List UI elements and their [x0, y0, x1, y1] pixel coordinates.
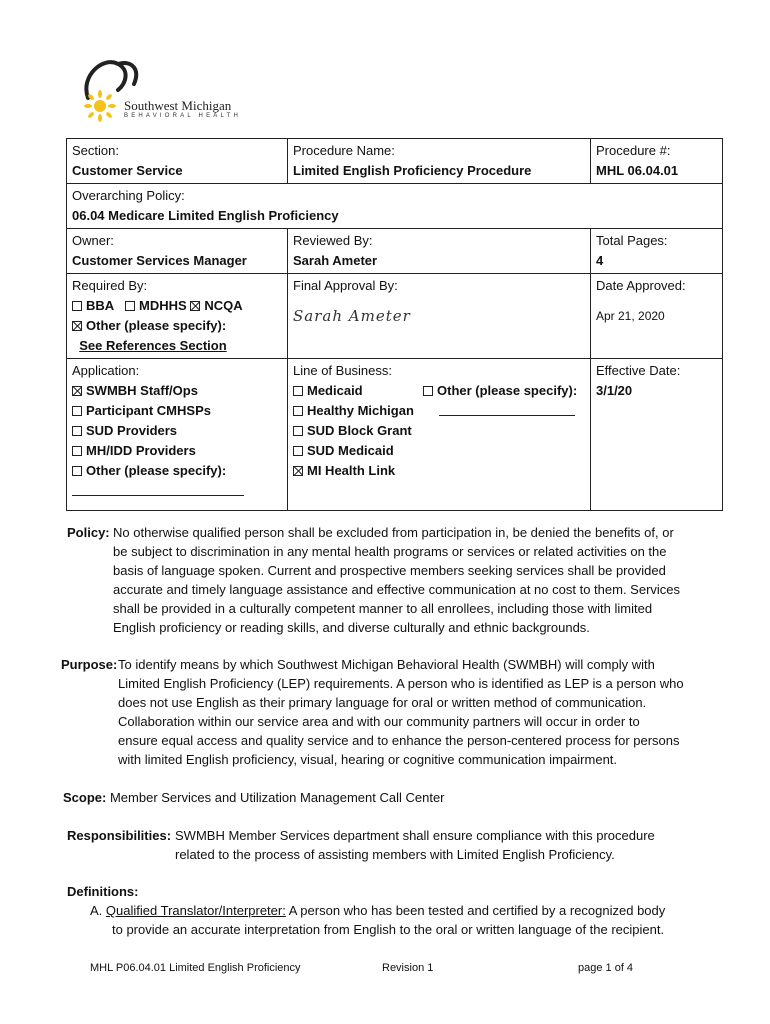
- definition-a-line2: to provide an accurate interpretation from English to the oral or written language of the recipient.: [112, 922, 665, 937]
- app-item: MH/IDD Providers: [86, 443, 196, 458]
- app-item: SWMBH Staff/Ops: [86, 383, 198, 398]
- lob-other-checkbox[interactable]: [423, 386, 433, 396]
- definition-a-letter: A.: [90, 903, 103, 918]
- app-item: SUD Providers: [86, 423, 178, 438]
- line-of-business-cell: [288, 359, 591, 511]
- procedure-number-cell: [591, 139, 723, 184]
- scope-text: Member Services and Utilization Management Call Center: [109, 790, 445, 805]
- reviewed-by-label: Reviewed By:: [293, 233, 373, 248]
- policy-text: No otherwise qualified person shall be excluded from participation in, be denied the benefits of, or be subject to discrimination in any mental health programs or services or related activities on the basis of language spoken. Current and prospective members seeking services shall be provided accurate and timely language assistance and effective communication at no cost to them. Services shall be provided in a culturally competent manner to all enrollees, including those with limited English proficiency or reading skills, and diverse culturally and ethnic backgrounds.: [113, 525, 681, 635]
- lob-item: SUD Medicaid: [307, 443, 394, 458]
- owner-label: Owner:: [72, 233, 114, 248]
- ncqa-label: NCQA: [204, 298, 243, 313]
- effective-date-value: 3/1/20: [596, 383, 633, 398]
- procedure-number-label: Procedure #:: [596, 143, 671, 158]
- bba-label: BBA: [86, 298, 115, 313]
- procedure-number-value: MHL 06.04.01: [596, 163, 679, 178]
- effective-date-cell: [591, 359, 723, 511]
- lob-item: Healthy Michigan: [307, 403, 414, 418]
- app-sud-checkbox[interactable]: [72, 426, 82, 436]
- definition-a-text: A person who has been tested and certified by a recognized body: [285, 903, 666, 918]
- lob-healthy-michigan-checkbox[interactable]: [293, 406, 303, 416]
- ncqa-checkbox[interactable]: [190, 301, 200, 311]
- procedure-name-label: Procedure Name:: [293, 143, 395, 158]
- purpose-label: Purpose:: [61, 657, 118, 672]
- app-other-blank[interactable]: [72, 481, 244, 496]
- scope-label: Scope:: [63, 790, 107, 805]
- total-pages-value: 4: [596, 253, 604, 268]
- logo-subtitle: BEHAVIORAL HEALTH: [124, 113, 241, 119]
- owner-value: Customer Services Manager: [72, 253, 247, 268]
- lob-other-label: Other (please specify):: [437, 383, 578, 398]
- date-approved-value: Apr 21, 2020: [596, 309, 665, 323]
- definition-a-term: Qualified Translator/Interpreter:: [105, 903, 286, 918]
- procedure-header-table: [66, 138, 723, 511]
- final-approval-label: Final Approval By:: [293, 278, 398, 293]
- lob-item: SUD Block Grant: [307, 423, 412, 438]
- section-cell: [67, 139, 288, 184]
- section-value: Customer Service: [72, 163, 183, 178]
- total-pages-cell: [591, 229, 723, 274]
- app-item: Participant CMHSPs: [86, 403, 211, 418]
- footer-revision: Revision 1: [382, 962, 434, 974]
- required-other-label: Other (please specify):: [86, 318, 227, 333]
- application-cell: [67, 359, 288, 511]
- reviewed-by-value: Sarah Ameter: [293, 253, 378, 268]
- total-pages-label: Total Pages:: [596, 233, 668, 248]
- effective-date-label: Effective Date:: [596, 363, 681, 378]
- lob-other-blank[interactable]: [439, 401, 575, 416]
- lob-sud-medicaid-checkbox[interactable]: [293, 446, 303, 456]
- date-approved-label: Date Approved:: [596, 278, 686, 293]
- approval-signature: Sarah Ameter: [293, 307, 411, 325]
- definition-a: [90, 901, 730, 939]
- overarching-policy-value: 06.04 Medicare Limited English Proficiency: [72, 208, 339, 223]
- required-other-value: See References Section: [79, 338, 227, 353]
- mdhhs-checkbox[interactable]: [125, 301, 135, 311]
- required-other-checkbox[interactable]: [72, 321, 82, 331]
- footer-page-number: page 1 of 4: [578, 962, 634, 974]
- required-by-cell: [67, 274, 288, 359]
- definitions-label: Definitions:: [67, 884, 139, 899]
- bba-checkbox[interactable]: [72, 301, 82, 311]
- section-label: Section:: [72, 143, 119, 158]
- scope-row: [63, 788, 445, 807]
- procedure-name-value: Limited English Proficiency Procedure: [293, 163, 532, 178]
- responsibilities-text: SWMBH Member Services department shall ensure compliance with this procedure related to the process of assisting members with Limited English Proficiency.: [175, 828, 655, 862]
- overarching-policy-cell: [67, 184, 723, 229]
- lob-item: MI Health Link: [307, 463, 396, 478]
- owner-cell: [67, 229, 288, 274]
- app-swmbh-checkbox[interactable]: [72, 386, 82, 396]
- app-cmhsps-checkbox[interactable]: [72, 406, 82, 416]
- app-other-checkbox[interactable]: [72, 466, 82, 476]
- app-mhidd-checkbox[interactable]: [72, 446, 82, 456]
- line-of-business-label: Line of Business:: [293, 363, 393, 378]
- final-approval-cell: [288, 274, 591, 359]
- lob-sud-block-grant-checkbox[interactable]: [293, 426, 303, 436]
- responsibilities-label: Responsibilities:: [67, 828, 172, 843]
- overarching-policy-label: Overarching Policy:: [72, 188, 185, 203]
- application-label: Application:: [72, 363, 140, 378]
- mdhhs-label: MDHHS: [139, 298, 187, 313]
- lob-mi-health-link-checkbox[interactable]: [293, 466, 303, 476]
- purpose-text: To identify means by which Southwest Michigan Behavioral Health (SWMBH) will comply with Limited English Proficiency (LEP) requirements. A person who is identified as LEP is a person who does not use English as their primary language for oral or written method of communication. Collaboration within our service area and with our community partners will occur in order to ensure equal access and quality service and to enhance the person-centered process for persons with limited English proficiency, visual, hearing or cognitive communication impairment.: [118, 657, 684, 767]
- app-item: Other (please specify):: [86, 463, 227, 478]
- required-by-label: Required By:: [72, 278, 148, 293]
- lob-medicaid-checkbox[interactable]: [293, 386, 303, 396]
- logo-name: Southwest Michigan: [124, 98, 232, 113]
- lob-item: Medicaid: [307, 383, 363, 398]
- reviewed-by-cell: [288, 229, 591, 274]
- footer-document: MHL P06.04.01 Limited English Proficiency: [90, 962, 301, 974]
- policy-label: Policy:: [67, 525, 110, 540]
- date-approved-cell: [591, 274, 723, 359]
- procedure-name-cell: [288, 139, 591, 184]
